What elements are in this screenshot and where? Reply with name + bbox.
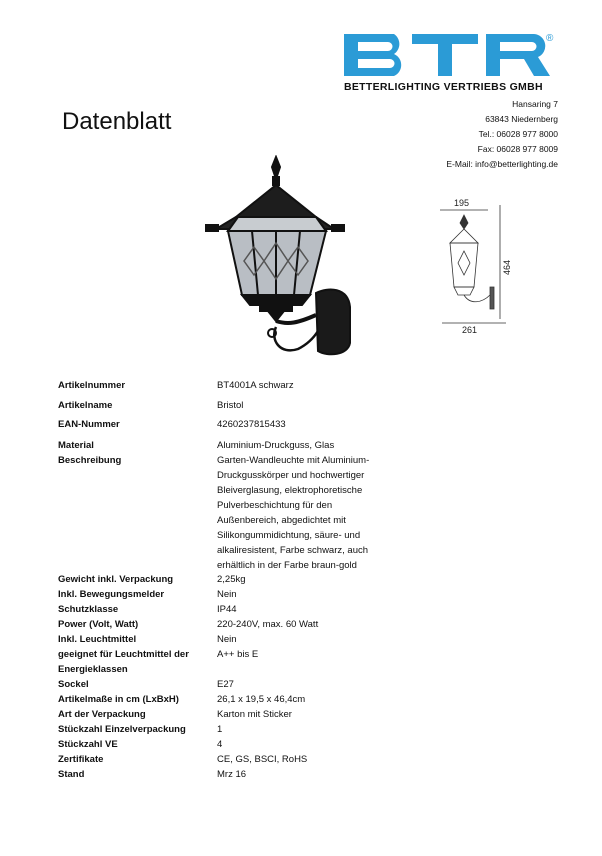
spec-row (58, 378, 558, 393)
spec-row (58, 417, 558, 432)
spec-value: Bristol (217, 400, 244, 411)
dim-width: 195 (454, 198, 470, 208)
spec-value-line: Bleiverglasung, elektrophoretische (217, 485, 363, 496)
spec-key: Artikelmaße in cm (LxBxH) (58, 694, 179, 705)
spec-key: Inkl. Bewegungsmelder (58, 589, 165, 600)
logo-letters (344, 34, 550, 76)
spec-row (58, 587, 558, 602)
spec-value-line: Silikongummidichtung, säure- und (217, 530, 361, 541)
dim-depth: 261 (462, 325, 478, 335)
spec-key: Artikelnummer (58, 380, 126, 391)
spec-value: CE, GS, BSCI, RoHS (217, 754, 308, 765)
spec-row (58, 677, 558, 692)
lantern-graphic (198, 155, 358, 365)
spec-value: BT4001A schwarz (217, 380, 294, 391)
spec-row (58, 752, 558, 767)
spec-value: IP44 (217, 604, 237, 615)
company-name: BETTERLIGHTING VERTRIEBS GMBH (344, 81, 543, 93)
btr-logo (342, 30, 560, 80)
spec-key: Beschreibung (58, 455, 122, 466)
spec-row (58, 632, 558, 647)
spec-value: 220-240V, max. 60 Watt (217, 619, 319, 630)
spec-value: 26,1 x 19,5 x 46,4cm (217, 694, 306, 705)
spec-table (58, 378, 558, 782)
spec-value-line: Außenbereich, abgedichtet mit (217, 515, 346, 526)
spec-row (58, 647, 558, 677)
spec-key: Zertifikate (58, 754, 104, 765)
spec-key: Power (Volt, Watt) (58, 619, 139, 630)
dim-height: 464 (502, 259, 512, 275)
spec-key (58, 647, 217, 677)
spec-value: 4 (217, 739, 223, 750)
spec-value: 2,25kg (217, 574, 246, 585)
spec-row (58, 438, 558, 453)
page-title: Datenblatt (62, 108, 172, 135)
spec-value-line: Druckgusskörper und hochwertiger (217, 470, 365, 481)
btr-logo-graphic (342, 30, 560, 80)
spec-value: E27 (217, 679, 234, 690)
spec-value: Nein (217, 589, 237, 600)
spec-value: 4260237815433 (217, 419, 286, 430)
spec-key-line: Energieklassen (58, 664, 128, 675)
spec-key: Stückzahl VE (58, 739, 118, 750)
spec-value: Nein (217, 634, 237, 645)
spec-key: Inkl. Leuchtmittel (58, 634, 137, 645)
spec-value: 1 (217, 724, 223, 735)
spec-row (58, 767, 558, 782)
spec-key: Stand (58, 769, 85, 780)
dimension-drawing-graphic (436, 195, 526, 335)
spec-value: Karton mit Sticker (217, 709, 292, 720)
spec-key: Artikelname (58, 400, 113, 411)
spec-value: Aluminium-Druckguss, Glas (217, 440, 335, 451)
spec-row (58, 572, 558, 587)
address-email: E-Mail: info@betterlighting.de (446, 159, 558, 169)
product-image (198, 155, 358, 365)
spec-row (58, 722, 558, 737)
address-block (446, 97, 558, 172)
spec-key-line: geeignet für Leuchtmittel der (58, 649, 189, 660)
spec-key: Material (58, 440, 94, 451)
spec-key: Schutzklasse (58, 604, 119, 615)
spec-value: A++ bis E (217, 649, 259, 660)
address-fax: Fax: 06028 977 8009 (477, 144, 558, 154)
spec-key: Art der Verpackung (58, 709, 146, 720)
spec-key: Sockel (58, 679, 89, 690)
dimension-drawing (436, 195, 526, 335)
spec-row (58, 602, 558, 617)
address-phone: Tel.: 06028 977 8000 (478, 129, 558, 139)
spec-row (58, 617, 558, 632)
spec-row (58, 737, 558, 752)
spec-row (58, 707, 558, 722)
spec-value-line: Pulverbeschichtung für den (217, 500, 333, 511)
spec-value: Mrz 16 (217, 769, 247, 780)
spec-value-line: erhältlich in der Farbe braun-gold (217, 560, 357, 571)
spec-value-line: Garten-Wandleuchte mit Aluminium- (217, 455, 370, 466)
spec-row (58, 398, 558, 413)
address-city: 63843 Niedernberg (485, 114, 558, 124)
spec-value-line: alkaliresistent, Farbe schwarz, auch (217, 545, 369, 556)
spec-key: Gewicht inkl. Verpackung (58, 574, 174, 585)
address-street: Hansaring 7 (512, 99, 558, 109)
spec-row (58, 453, 558, 573)
spec-key: EAN-Nummer (58, 419, 120, 430)
spec-row (58, 692, 558, 707)
spec-key: Stückzahl Einzelverpackung (58, 724, 186, 735)
registered-mark: ® (546, 33, 554, 44)
spec-value (217, 453, 402, 573)
